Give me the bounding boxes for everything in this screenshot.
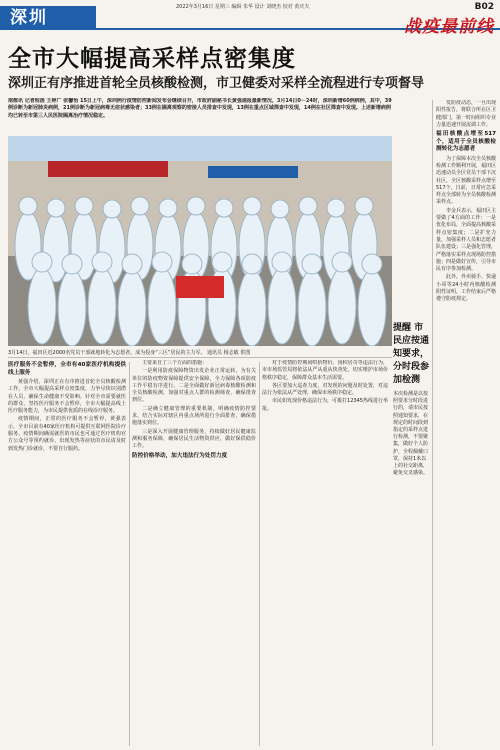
column-divider [129,362,130,746]
paragraph: 为了保障本次全员核酸检测工作顺利开展，福田区迅速动员全区党员干部下沉社区，全区核酸采样点增至517个，日前，日常应急采样点全部转为全员核酸检测采样点。 [436,155,496,206]
lead-paragraph: 南都讯 记者程茵 王婷广 张馨怡 15日上午，深圳例行疫情防控新闻发布会继续召开，市政府副秘书长黄强通报最新情况，3月14日0－24时，深圳新增60例病例，其中，39例诊断为新冠肺炎病例，21例诊断为新冠病毒无症状感染者；33例在隔离观察的密接人员排查中发现，13例在重点区域筛查中发现，14例在社区筛查中发现。上述新增病例均已转至市第三人民医院隔离治疗情况稳定。 [8,98,392,119]
column-divider [259,362,260,746]
paragraph: 此外，外卖骑手、快递小哥等24小时内核酸检测阴性证明，工作结束后严格遵守防疫规定。 [436,274,496,303]
paragraph: 一是利用防疫保障物资出发企业正常运转，为有关单位的防疫物资保障提供安全保障，全力保障各项防疫工作平稳有序进行。二是全面做好新冠病毒核酸检测和全员核酸检测，加强对重点人群的检测筛查，确保排查到位。 [132,368,256,404]
photo-caption: 3月14日，福田区近2000名党员干部就地转化为志愿者，成为投身“三区”居民的主力军。 通讯员 杨志敏 供图 [8,350,251,356]
column-divider [432,100,433,746]
paragraph: 主要来自了三个方面的措施： [142,360,208,366]
column-subheading: 防控价格举动，加大违法行为处罚力度 [132,452,228,459]
paragraph: 李金兵表示，福田区主要做了4方面的工作：一是优化布局，全面提高核酸采样点密集度；二是扩充力量，加强采样人员和志愿者队伍建设；三是强化管理，严格落实采样点现场防控措施；四是做好宣传，引导市民有序参加检测。 [436,207,496,273]
article-column-3 [262,360,388,748]
issue-meta: 2022年3月16日 星期三 编辑 朱华 设计 刘晓杰 校对 黄庆夫 [176,4,310,10]
headline: 全市大幅提高采样点密集度 [8,45,296,72]
sidebar-title: 提醒 市民应按通知要求，分时段参加检测 [393,323,430,385]
article-column-right [436,100,496,748]
subheadline: 深圳正有序推进首轮全员核酸检测，市卫健委对采样全流程进行专项督导 [8,76,425,91]
paragraph: 三是深入开展健康管理服务，持续做好居民健康监测和服务保障，确保居民生活物资供应，做好保供稳价工作。 [132,428,256,450]
paragraph: 各区要加大巡查力度，对发现的问题及时处置，对违法行为依法从严处理，确保市场秩序稳定。 [262,382,388,397]
article-column-1 [8,360,126,748]
column-heading: 福田核酸点增至517个，适用于全员核酸检测转化为志愿者 [436,131,496,153]
paragraph: 二是确立健康管理的重要机制，明确疫情防控要求，结合实际对辖区内重点场所进行全面排查，确保措施落实到位。 [132,405,256,427]
paragraph: 发防疫动态，一旦出现阳性报告，将联合所在区卫健部门，第一时间组织专业力量迅速开展流调工作。 [436,100,496,128]
news-photo [8,136,392,346]
article-column-2 [132,360,256,748]
divider [8,357,392,358]
paragraph: 市民如发现价格违法行为，可拨打12345热线进行举报。 [262,398,388,412]
sidebar-text: 本次检测是以按照要求分时段进行的，请市民按照通知要求，在规定的时间段到指定的采样点进行检测，不要聚集，做好个人防护，全程佩戴口罩，保持1米以上的社交距离，避免交叉感染。 [393,391,429,477]
paragraph: 疫情期间，正常的医疗服务不会暂停，黄强表示，全市目前有40家医疗机构可提供互联网医院诊疗服务。疫情期间确需就医的市民也可通过医疗机构官方公众号等预约就诊，出现发热等症状的市民请及时到发热门诊就诊，不要自行服药。 [8,416,126,452]
column-heading: 医疗服务不会暂停，全市有40家医疗机构提供线上服务 [8,362,126,376]
paragraph: 对于疫情防控期间哄抬物价、囤积居奇等违法行为，市市场监管局将依法从严从重从快查处，切实维护市场价格秩序稳定，保障群众基本生活需要。 [262,360,388,381]
photo-illustration [8,136,392,346]
column-banner: 战疫最前线 [404,17,494,37]
page-number: B02 [474,2,494,12]
reminder-sidebar [392,318,430,748]
page-header [0,0,500,37]
paragraph: 黄强介绍，深圳正在有序推进首轮全员核酸检测工作，全市大幅提高采样点密集度，力争尽快识别潜在人员，确保生命健康不受影响。针对全市需要就医的群众，坚持医疗服务不会暂停，全市大幅提高线上医疗服务能力，为市民提供优质的在线诊疗服务。 [8,379,126,415]
section-label: 深圳 [0,6,96,30]
